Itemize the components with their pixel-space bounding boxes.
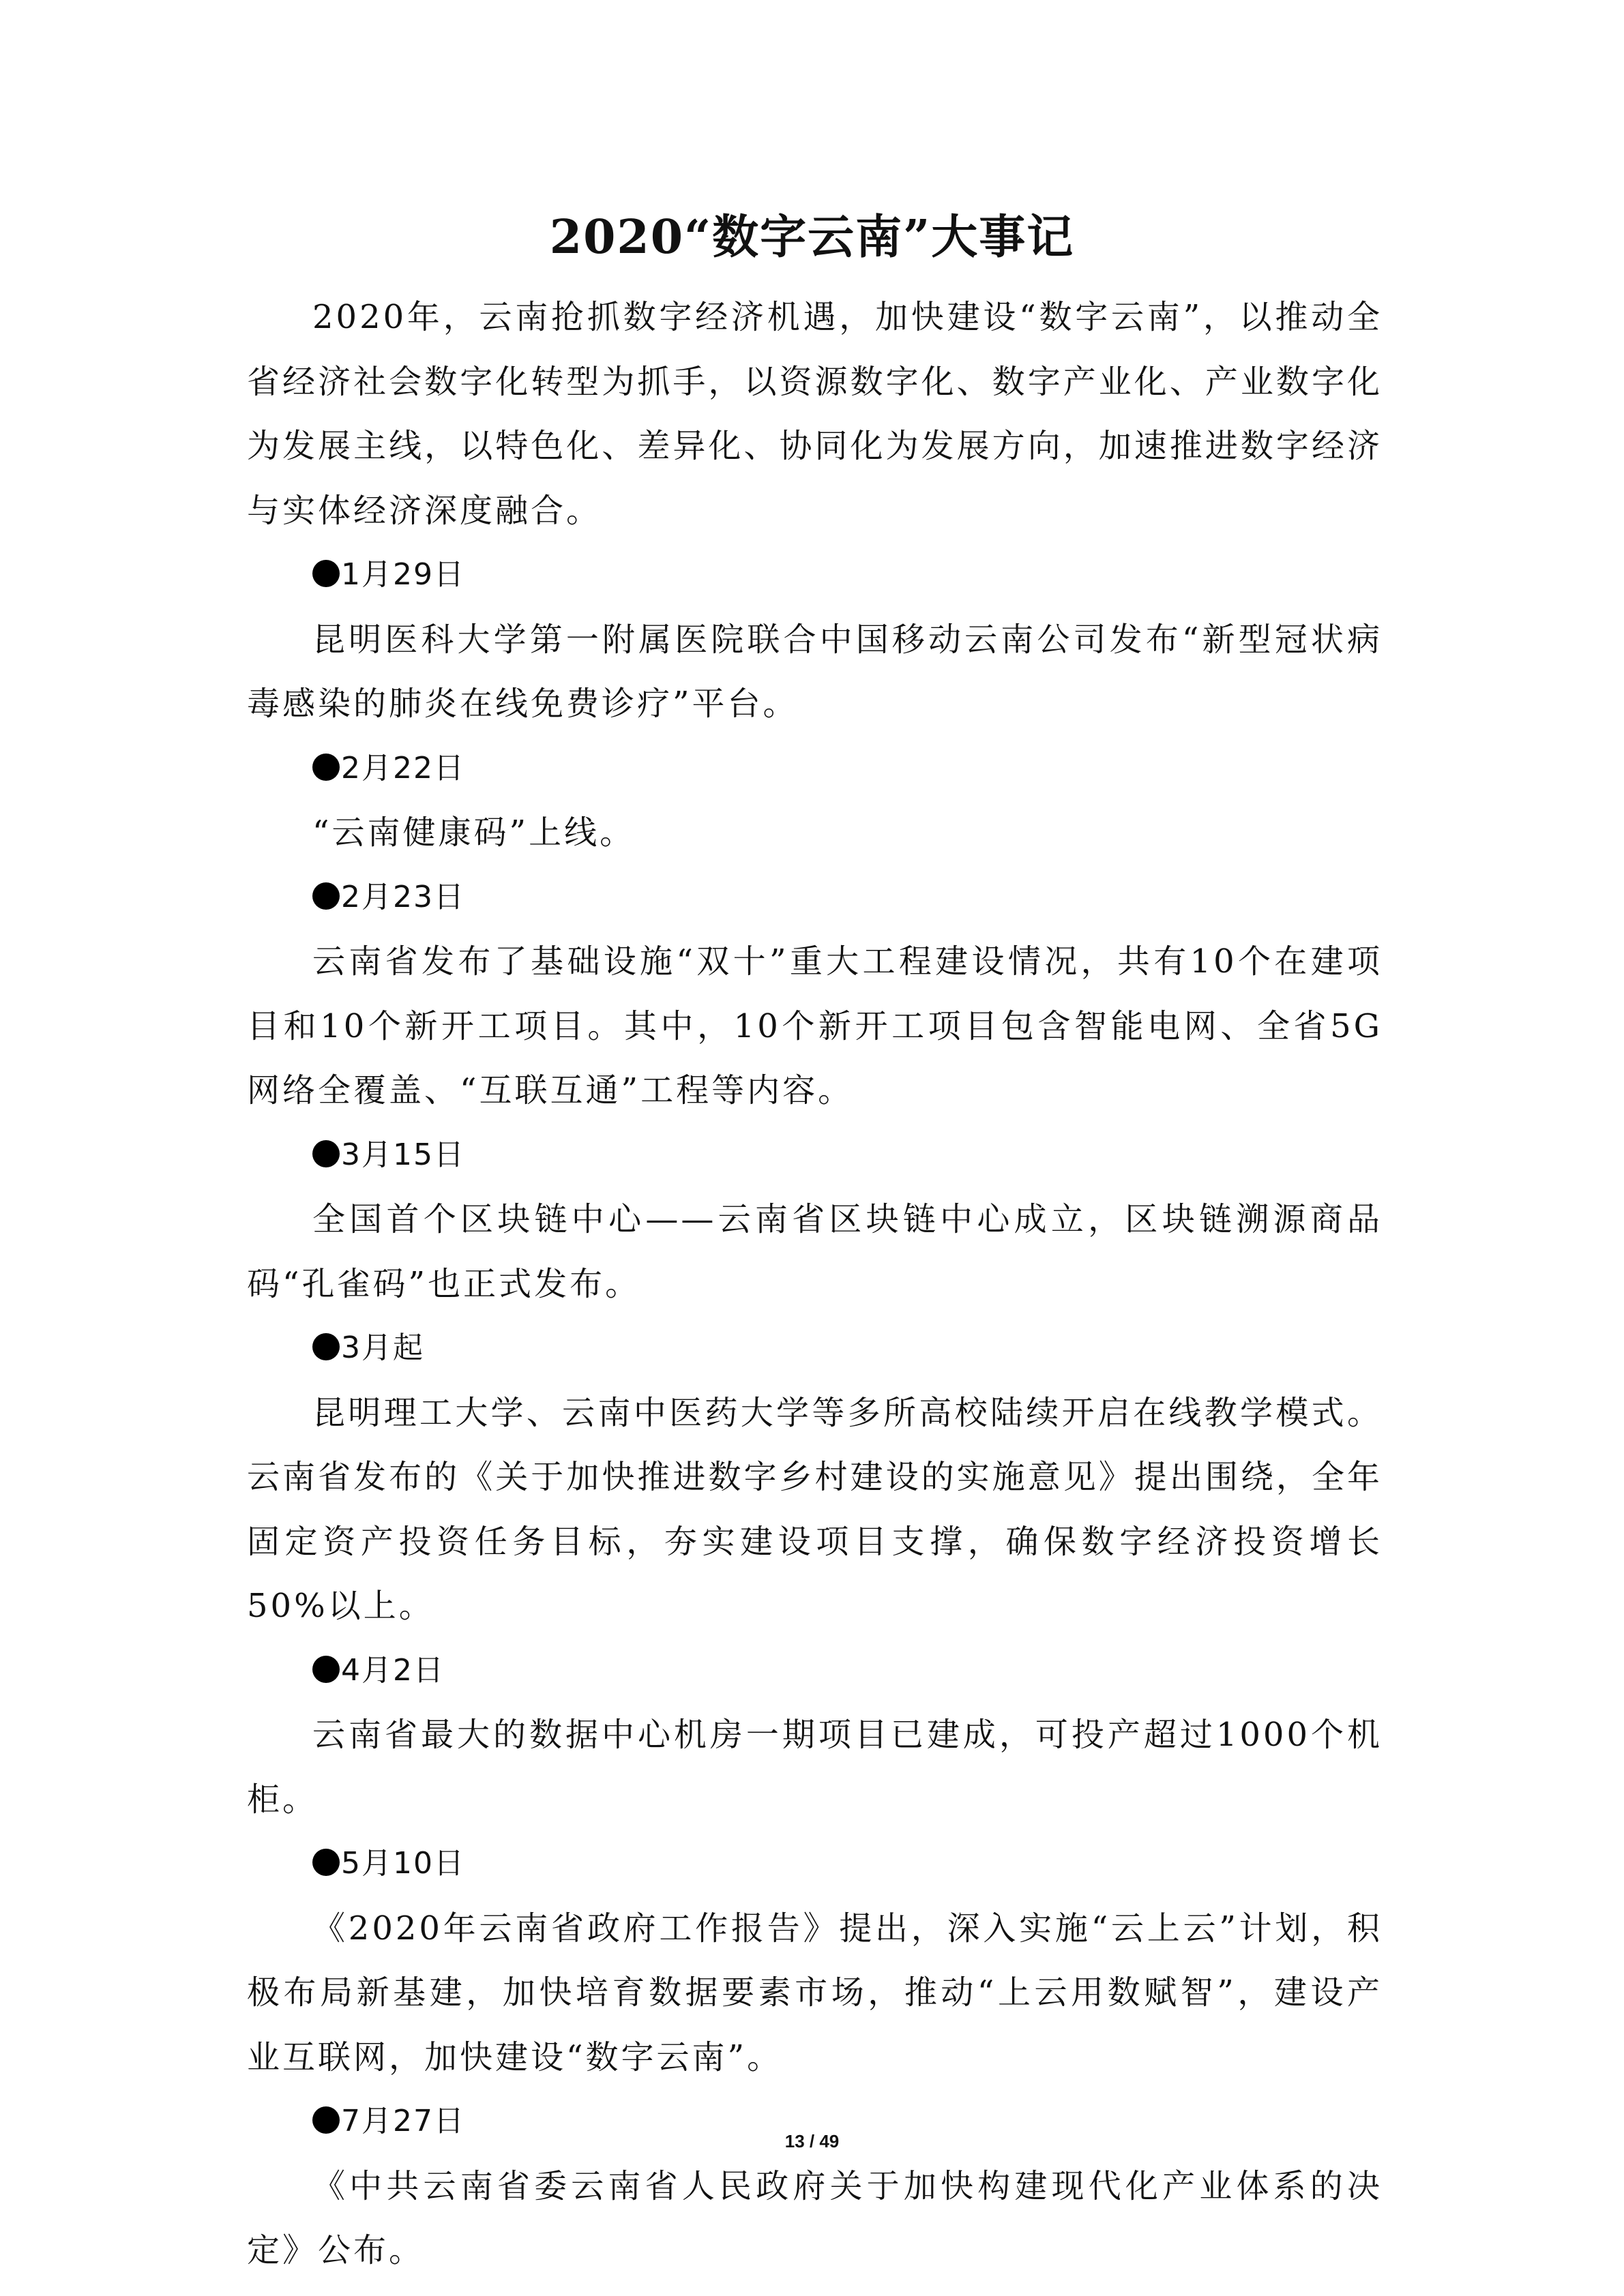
- event-date: 2月22日: [341, 750, 465, 786]
- bullet-icon: [312, 1140, 340, 1167]
- bullet-icon: [312, 882, 340, 910]
- intro-paragraph: 2020年，云南抢抓数字经济机遇，加快建设“数字云南”，以推动全省经济社会数字化转型为抓手，以资源数字化、数字产业化、产业数字化为发展主线，以特色化、差异化、协同化为发展方向，加速推进数字经济与实体经济深度融合。: [247, 298, 1383, 530]
- event-date-heading: [247, 1316, 1383, 1381]
- event-item: [247, 865, 1383, 1123]
- event-description: 全国首个区块链中心——云南省区块链中心成立，区块链溯源商品码“孔雀码”也正式发布。: [247, 1200, 1383, 1303]
- event-date: 5月10日: [341, 1846, 465, 1881]
- event-description: 云南省发布了基础设施“双十”重大工程建设情况，共有10个在建项目和10个新开工项目。其中，10个新开工项目包含智能电网、全省5G网络全覆盖、“互联互通”工程等内容。: [247, 942, 1383, 1109]
- event-item: [247, 736, 1383, 865]
- event-date: 4月2日: [341, 1652, 445, 1688]
- event-date: 1月29日: [341, 557, 465, 592]
- event-date-heading: [247, 1123, 1383, 1188]
- document-body: [247, 285, 1383, 2283]
- bullet-icon: [312, 560, 340, 587]
- event-description: 《中共云南省委云南省人民政府关于加快构建现代化产业体系的决定》公布。: [247, 2166, 1383, 2269]
- event-date: 7月27日: [341, 2104, 465, 2138]
- event-date-heading: [247, 1832, 1383, 1896]
- event-item: [247, 543, 1383, 736]
- event-item: [247, 1832, 1383, 2089]
- event-item: [247, 1123, 1383, 1317]
- page-number: 13 / 49: [784, 2131, 840, 2151]
- event-item: [247, 1316, 1383, 1639]
- bullet-icon: [312, 754, 340, 781]
- event-description: 昆明理工大学、云南中医药大学等多所高校陆续开启在线教学模式。云南省发布的《关于加快推进数字乡村建设的实施意见》提出围绕，全年固定资产投资任务目标，夯实建设项目支撑，确保数字经济投资增长50%以上。: [247, 1393, 1383, 1625]
- event-date: 2月23日: [341, 879, 465, 914]
- bullet-icon: [312, 1333, 340, 1360]
- event-date: 3月起: [341, 1330, 424, 1365]
- event-date-heading: [247, 736, 1383, 801]
- document-title: 2020“数字云南”大事记: [549, 210, 1075, 265]
- event-date-heading: [247, 865, 1383, 930]
- event-date-heading: [247, 543, 1383, 608]
- event-date-heading: [247, 1639, 1383, 1703]
- event-item: [247, 2089, 1383, 2283]
- event-date: 3月15日: [341, 1137, 465, 1172]
- event-item: [247, 1639, 1383, 1832]
- event-description: 云南省最大的数据中心机房一期项目已建成，可投产超过1000个机柜。: [247, 1716, 1383, 1819]
- event-description: 《2020年云南省政府工作报告》提出，深入实施“云上云”计划，积极布局新基建，加快培育数据要素市场，推动“上云用数赋智”，建设产业互联网，加快建设“数字云南”。: [247, 1909, 1383, 2076]
- bullet-icon: [312, 1656, 340, 1683]
- event-description: 昆明医科大学第一附属医院联合中国移动云南公司发布“新型冠状病毒感染的肺炎在线免费诊疗”平台。: [247, 620, 1383, 723]
- event-description: “云南健康码”上线。: [312, 814, 636, 852]
- bullet-icon: [312, 1849, 340, 1876]
